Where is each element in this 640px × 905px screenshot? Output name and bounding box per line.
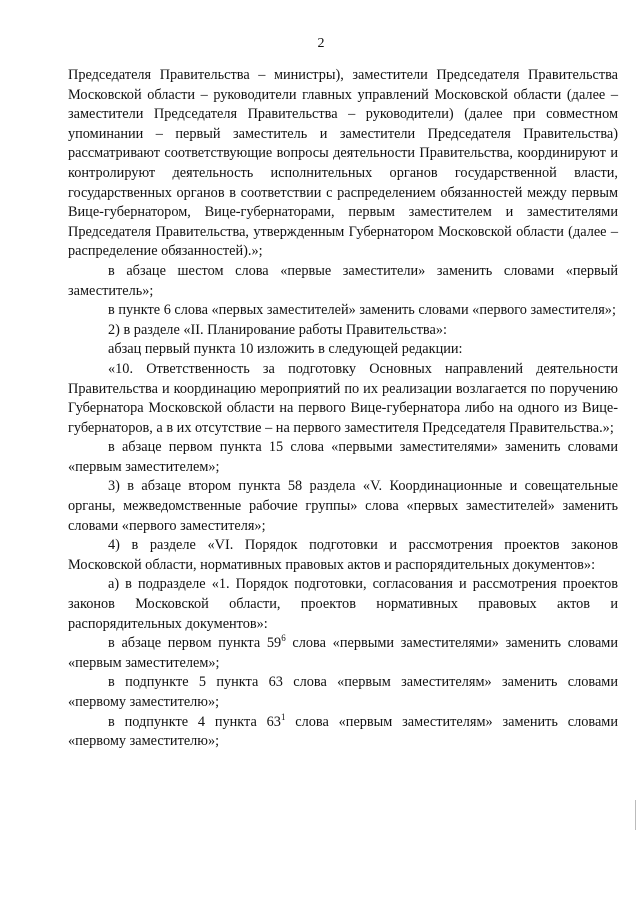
paragraph-punkt-63: в подпункте 5 пункта 63 слова «первым заместителям» заменить словами «первому заместителю»; [68,674,618,710]
text-before: в абзаце первом пункта 59 [108,635,282,652]
paragraph-amendment-abzac-6: в абзаце шестом слова «первые заместители» заменить словами «первый заместитель»; [68,262,618,299]
paragraph-punkt-10-intro: абзац первый пункта 10 изложить в следующей редакции: [108,341,463,358]
superscript: 6 [281,633,286,644]
text-before: в подпункте 4 пункта 63 [108,713,281,730]
scan-edge-mark [635,800,636,830]
text-after: слова «первым заместителям» заменить словами «первому заместителю»; [68,713,618,750]
document-body [68,66,618,752]
paragraph-section-3: 3) в абзаце втором пункта 58 раздела «V. Координационные и совещательные органы, межведомственные рабочие группы» слова «первых заместителей» заменить словами «первого заместителя»; [68,478,618,534]
paragraph-punkt-63-1 [68,713,618,752]
paragraph-punkt-10-text: «10. Ответственность за подготовку Основных направлений деятельности Правительства и координацию мероприятий по их реализации возлагается по поручению Губернатора Московской области на первого Вице-губернатора либо на одного из Вице-губернаторов, а в их отсутствие – на первого заместителя Председателя Правительства.»; [68,360,618,436]
page-number: 2 [317,36,325,51]
paragraph-section-2: 2) в разделе «II. Планирование работы Правительства»: [108,321,447,338]
paragraph-subsection-a: а) в подразделе «1. Порядок подготовки, согласования и рассмотрения проектов законов Московской области, проектов нормативных правовых актов и распорядительных документов»: [68,576,618,632]
paragraph-punkt-59-6 [68,634,618,673]
paragraph-continuation: Председателя Правительства – министры), заместители Председателя Правительства Московской области – руководители главных управлений Московской области (далее – заместители Председателя Правительства – руководители) (далее при совместном упоминании – первый заместитель и заместители Председателя Правительства) рассматривают соответствующие вопросы деятельности Правительства, координируют и контролируют деятельность исполнительных органов государственной власти, государственных органов в соответствии с распределением обязанностей между первым Вице-губернатором, Вице-губернаторами, первым заместителем и заместителями Председателя Правительства, утвержденным Губернатором Московской области (далее – распределение обязанностей).»; [68,67,618,260]
text-after: слова «первыми заместителями» заменить словами «первым заместителем»; [68,635,618,671]
paragraph-section-4: 4) в разделе «VI. Порядок подготовки и рассмотрения проектов законов Московской области, нормативных правовых актов и распорядительных документов»: [68,537,618,573]
paragraph-amendment-punkt-6: в пункте 6 слова «первых заместителей» заменить словами «первого заместителя»; [108,302,616,319]
superscript: 1 [280,711,286,722]
paragraph-punkt-15: в абзаце первом пункта 15 слова «первыми заместителями» заменить словами «первым заместителем»; [68,439,618,475]
